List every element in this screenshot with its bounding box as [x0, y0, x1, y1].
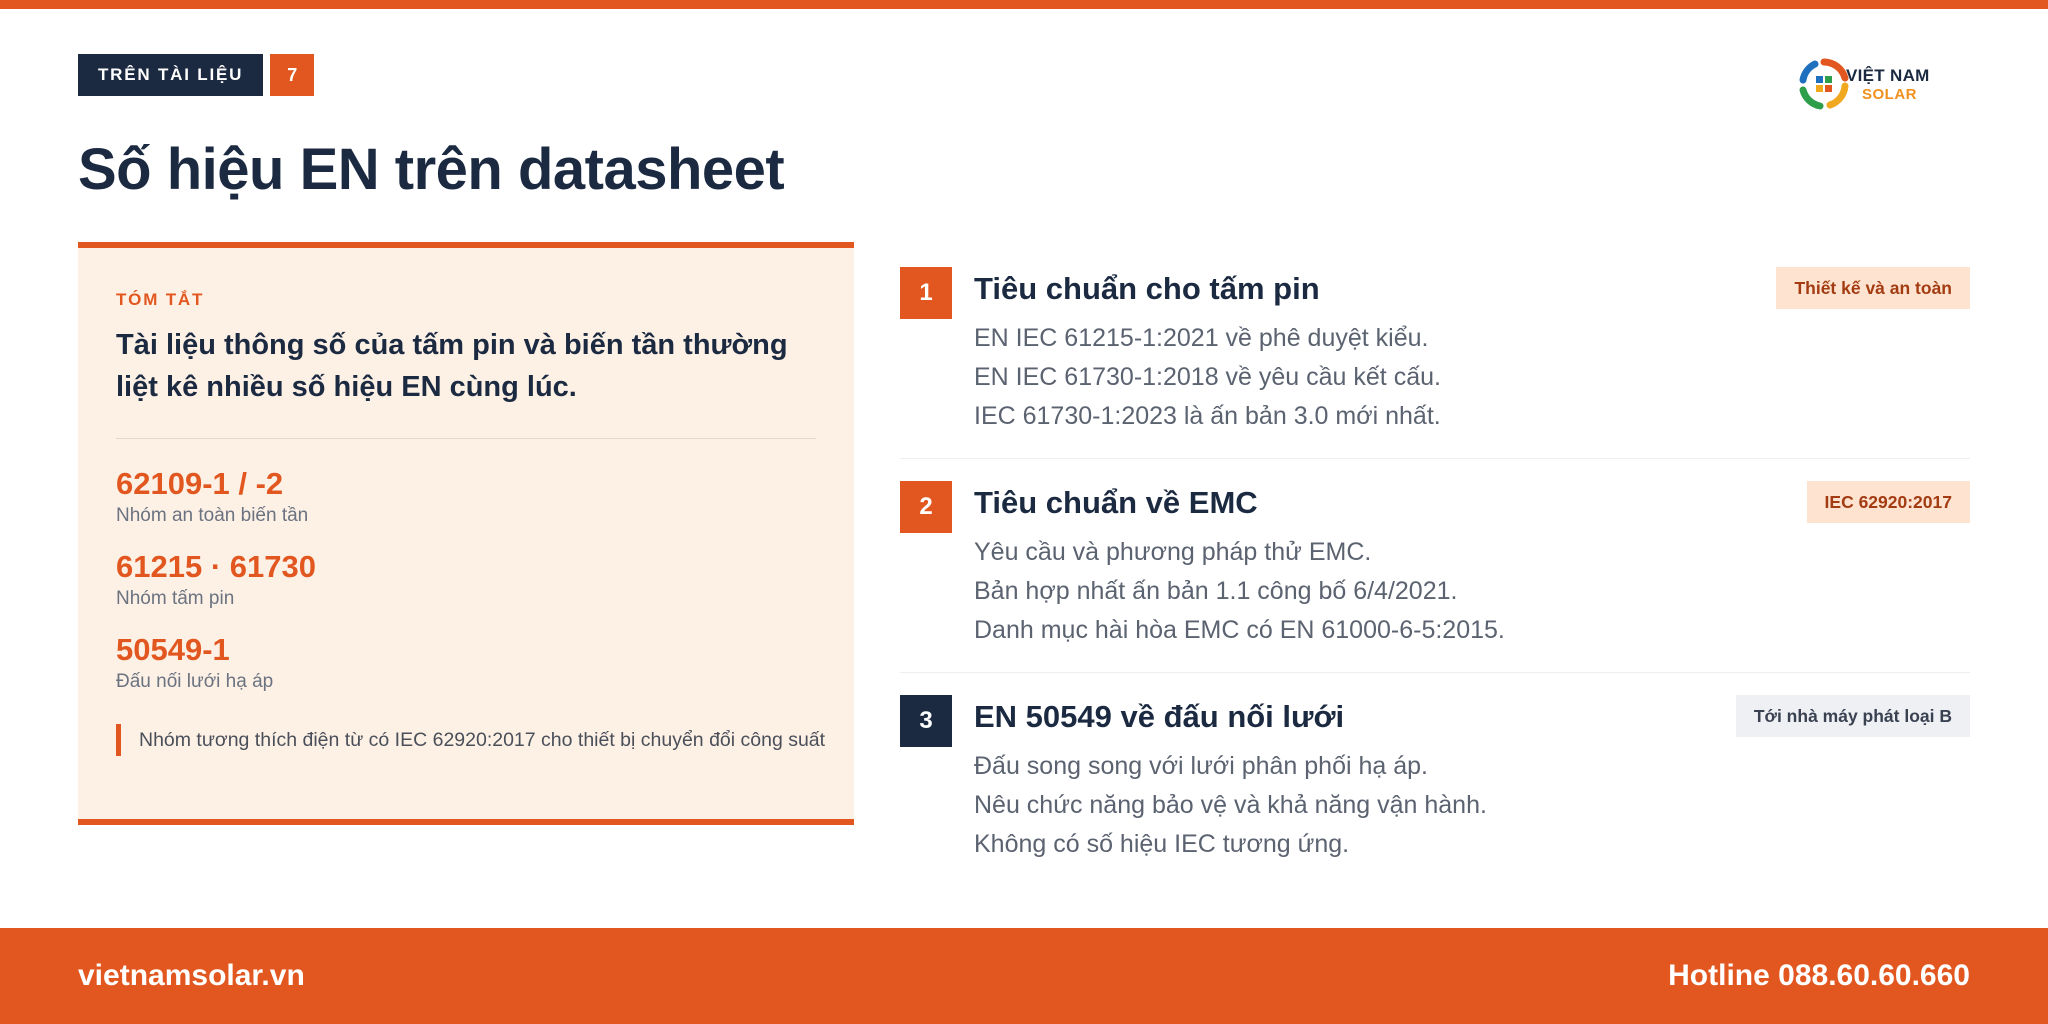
item-tag: Thiết kế và an toàn [1776, 267, 1970, 309]
item-line: Danh mục hài hòa EMC có EN 61000-6-5:2015. [974, 616, 1505, 644]
solar-ring-icon [1796, 56, 1852, 112]
item-lines [974, 533, 1505, 650]
stat-label: Nhóm tấm pin [116, 588, 235, 609]
item-line: IEC 61730-1:2023 là ấn bản 3.0 mới nhất. [974, 402, 1441, 430]
summary-lead: Tài liệu thông số của tấm pin và biến tần thường liệt kê nhiều số hiệu EN cùng lúc. [116, 329, 788, 403]
logo-text-vietnam: VIỆT NAM [1846, 66, 1930, 85]
stat-panels [116, 549, 316, 611]
item-line: Đấu song song với lưới phân phối hạ áp. [974, 752, 1428, 780]
footer-hotline[interactable]: Hotline 088.60.60.660 [1668, 959, 1970, 992]
vietnam-solar-logo [1796, 56, 1972, 112]
stat-inverter-safety [116, 466, 308, 528]
item-title: EN 50549 về đấu nối lưới [974, 699, 1345, 734]
standard-item-1 [900, 267, 1970, 457]
standard-item-2 [900, 481, 1970, 671]
item-line: EN IEC 61215-1:2021 về phê duyệt kiểu. [974, 324, 1429, 352]
item-divider [900, 458, 1970, 459]
section-tag-number: 7 [270, 54, 314, 96]
item-lines [974, 747, 1487, 864]
item-title: Tiêu chuẩn cho tấm pin [974, 271, 1320, 306]
item-number-badge: 2 [900, 481, 952, 533]
item-number-badge: 3 [900, 695, 952, 747]
top-accent-bar [0, 0, 2048, 9]
stat-number: 62109-1 / -2 [116, 466, 284, 501]
stat-grid-connection [116, 632, 273, 694]
item-tag: IEC 62920:2017 [1807, 481, 1970, 523]
item-line: Nêu chức năng bảo vệ và khả năng vận hành. [974, 791, 1487, 819]
item-number-badge: 1 [900, 267, 952, 319]
stat-number: 50549-1 [116, 632, 230, 667]
footer-bar [0, 928, 2048, 1024]
item-lines [974, 319, 1441, 436]
summary-divider [116, 438, 816, 439]
logo-text-solar: SOLAR [1862, 86, 1917, 103]
summary-panel [78, 242, 854, 825]
section-tag [78, 54, 314, 96]
stat-label: Đấu nối lưới hạ áp [116, 671, 274, 692]
footer-website-link[interactable]: vietnamsolar.vn [78, 959, 305, 992]
item-line: Bản hợp nhất ấn bản 1.1 công bố 6/4/2021. [974, 577, 1458, 605]
standard-item-3 [900, 695, 1970, 885]
summary-kicker: TÓM TẮT [116, 290, 205, 309]
section-tag-label: TRÊN TÀI LIỆU [78, 54, 263, 96]
stat-label: Nhóm an toàn biến tần [116, 505, 309, 526]
item-divider [900, 672, 1970, 673]
stat-number: 61215 · 61730 [116, 549, 316, 584]
item-line: Không có số hiệu IEC tương ứng. [974, 830, 1350, 858]
item-line: Yêu cầu và phương pháp thử EMC. [974, 538, 1372, 566]
item-title: Tiêu chuẩn về EMC [974, 485, 1258, 520]
item-line: EN IEC 61730-1:2018 về yêu cầu kết cấu. [974, 363, 1441, 391]
item-tag: Tới nhà máy phát loại B [1736, 695, 1970, 737]
summary-note: Nhóm tương thích điện từ có IEC 62920:2017 cho thiết bị chuyển đổi công suất [116, 724, 829, 756]
page-title: Số hiệu EN trên datasheet [78, 137, 785, 202]
